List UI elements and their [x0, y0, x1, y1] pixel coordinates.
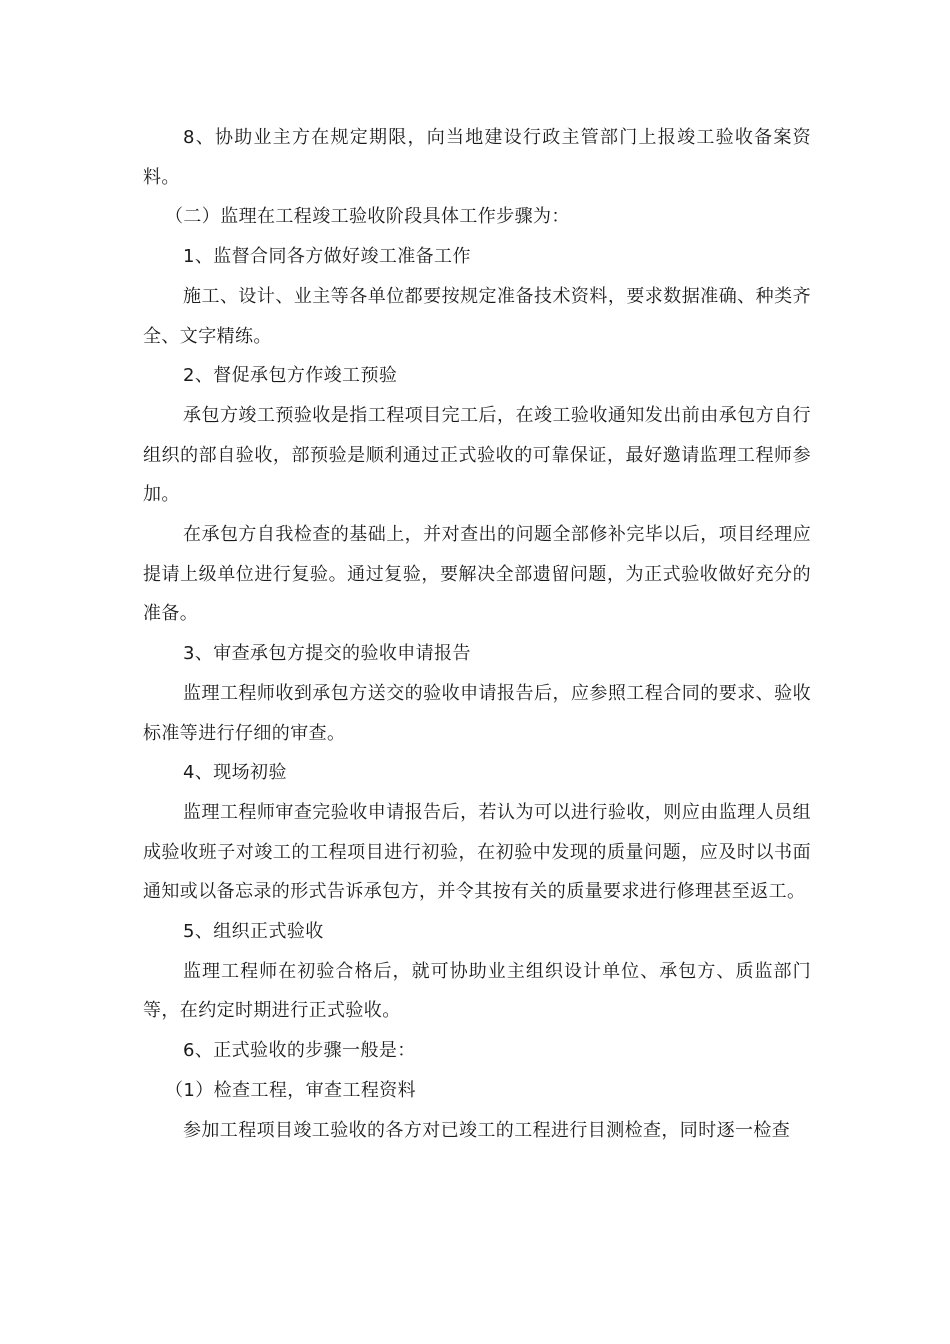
step-heading-6: 6、正式验收的步骤一般是： — [183, 1040, 416, 1062]
paragraph: 监理工程师审查完验收申请报告后，若认为可以进行验收，则应由监理人员组成验收班子对竣工的工程项目进行初验，在初验中发现的质量问题，应及时以书面通知或以备忘录的形式告诉承包方，并令其按有关的质量要求进行修理甚至返工。 — [143, 801, 811, 903]
step-heading-3: 3、审查承包方提交的验收申请报告 — [183, 643, 471, 665]
paragraph: 施工、设计、业主等各单位都要按规定准备技术资料，要求数据准确、种类齐全、文字精练。 — [143, 285, 811, 347]
sub-step-heading-1: （1）检查工程，审查工程资料 — [165, 1079, 417, 1101]
step-heading-1: 1、监督合同各方做好竣工准备工作 — [183, 246, 471, 268]
step-heading-4: 4、现场初验 — [183, 762, 287, 784]
paragraph: 参加工程项目竣工验收的各方对已竣工的工程进行目测检查，同时逐一检查 — [183, 1119, 791, 1141]
paragraph: 承包方竣工预验收是指工程项目完工后，在竣工验收通知发出前由承包方自行组织的部自验收，部预验是顺利通过正式验收的可靠保证，最好邀请监理工程师参加。 — [143, 404, 811, 506]
paragraph: 监理工程师在初验合格后，就可协助业主组织设计单位、承包方、质监部门等，在约定时期进行正式验收。 — [143, 960, 811, 1022]
paragraph: 在承包方自我检查的基础上，并对查出的问题全部修补完毕以后，项目经理应提请上级单位进行复验。通过复验，要解决全部遗留问题，为正式验收做好充分的准备。 — [143, 524, 811, 625]
document-body — [143, 118, 811, 1150]
section-heading-2: （二）监理在工程竣工验收阶段具体工作步骤为： — [165, 206, 570, 228]
step-heading-5: 5、组织正式验收 — [183, 921, 324, 943]
paragraph-item-8: 8、协助业主方在规定期限，向当地建设行政主管部门上报竣工验收备案资料。 — [143, 127, 811, 188]
step-heading-2: 2、督促承包方作竣工预验 — [183, 365, 398, 387]
paragraph: 监理工程师收到承包方送交的验收申请报告后，应参照工程合同的要求、验收标准等进行仔细的审查。 — [143, 682, 811, 744]
